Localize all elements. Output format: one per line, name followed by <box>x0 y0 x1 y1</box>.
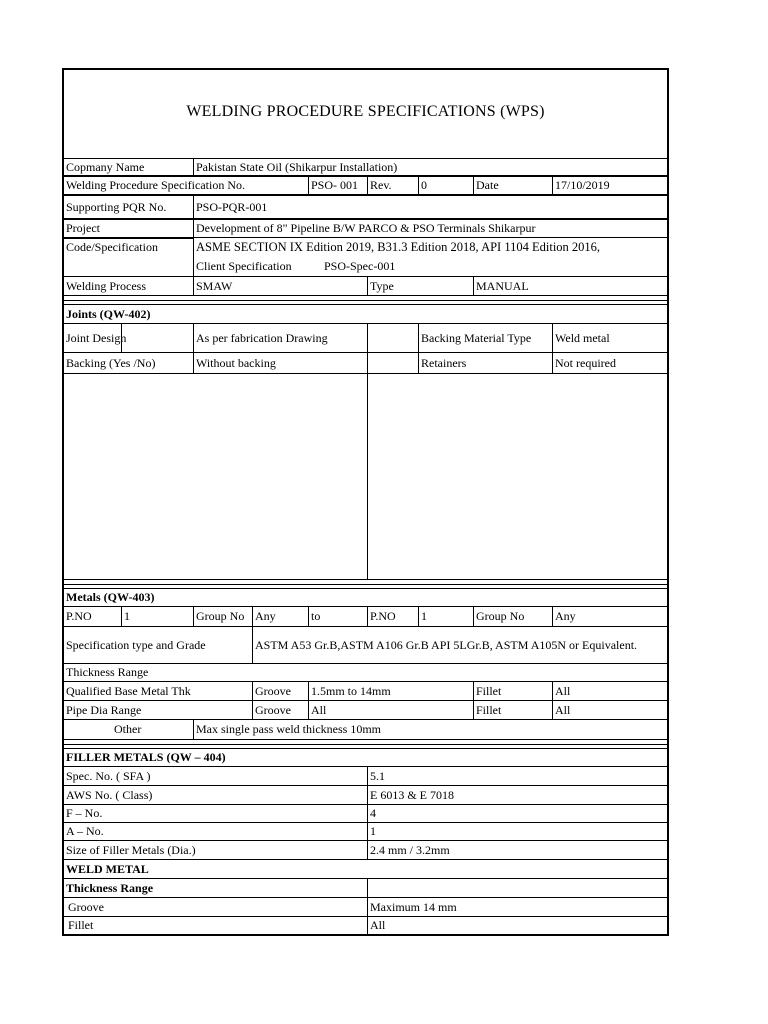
joint-design-label: Joint Design <box>63 323 122 353</box>
code-value: ASME SECTION IX Edition 2019, B31.3 Edition 2018, API 1104 Edition 2016, <box>196 240 601 254</box>
section-separator-3 <box>63 744 668 745</box>
weld-fillet-label: Fillet <box>63 916 368 935</box>
weld-groove-label: Groove <box>63 897 368 917</box>
pipe-dia-label: Pipe Dia Range <box>63 700 253 720</box>
date-label: Date <box>473 176 553 195</box>
type-value: MANUAL <box>473 276 668 296</box>
pqr-value: PSO-PQR-001 <box>193 195 668 219</box>
weld-thickness-spacer <box>367 878 668 898</box>
section-separator <box>63 300 668 301</box>
pqr-label: Supporting PQR No. <box>63 195 194 219</box>
project-value: Development of 8" Pipeline B/W PARCO & PSO Terminals Shikarpur <box>193 219 668 238</box>
spec-grade-value: ASTM A53 Gr.B,ASTM A106 Gr.B API 5LGr.B, ASTM A105N or Equivalent. <box>252 626 668 664</box>
weld-thickness-heading: Thickness Range <box>63 878 368 898</box>
rev-value: 0 <box>418 176 474 195</box>
a-no-label: A – No. <box>63 822 368 841</box>
weld-groove-value: Maximum 14 mm <box>367 897 668 917</box>
joint-middle-spacer <box>367 323 419 353</box>
document-title: WELDING PROCEDURE SPECIFICATIONS (WPS) <box>186 103 545 120</box>
sfa-value: 5.1 <box>367 766 668 786</box>
retainers-label: Retainers <box>418 352 553 374</box>
joint-design-value: As per fabrication Drawing <box>193 323 368 353</box>
metals-heading: Metals (QW-403) <box>63 588 668 607</box>
type-label: Type <box>367 276 474 296</box>
joint-design-spacer <box>121 323 194 353</box>
groove2-value: All <box>308 700 474 720</box>
qualified-thk-label: Qualified Base Metal Thk <box>63 681 253 701</box>
section-separator-2 <box>63 584 668 585</box>
other-label: Other <box>63 719 194 740</box>
pno-value: 1 <box>121 606 194 627</box>
backing-value: Without backing <box>193 352 368 374</box>
process-label: Welding Process <box>63 276 194 296</box>
wps-value: PSO- 001 <box>308 176 368 195</box>
backing-material-label: Backing Material Type <box>418 323 553 353</box>
pno2-value: 1 <box>418 606 474 627</box>
spec-grade-label: Specification type and Grade <box>63 626 253 664</box>
fillet-label: Fillet <box>473 681 553 701</box>
sfa-label: Spec. No. ( SFA ) <box>63 766 368 786</box>
to-label: to <box>308 606 368 627</box>
group-label: Group No <box>193 606 253 627</box>
backing-material-value: Weld metal <box>552 323 668 353</box>
pno2-label: P.NO <box>367 606 419 627</box>
date-value: 17/10/2019 <box>552 176 668 195</box>
joints-heading: Joints (QW-402) <box>63 304 668 324</box>
groove-label: Groove <box>252 681 309 701</box>
code-block-right-border <box>667 238 668 277</box>
client-value: PSO-Spec-001 <box>324 259 396 273</box>
retainers-value: Not required <box>552 352 668 374</box>
company-value: Pakistan State Oil (Shikarpur Installation) <box>193 158 668 176</box>
wps-label: Welding Procedure Specification No. <box>63 176 309 195</box>
aws-label: AWS No. ( Class) <box>63 785 368 805</box>
weld-fillet-value: All <box>367 916 668 935</box>
groove-value: 1.5mm to 14mm <box>308 681 474 701</box>
code-block-top-line <box>193 238 194 277</box>
filler-size-value: 2.4 mm / 3.2mm <box>367 840 668 860</box>
joint-sketch-divider <box>367 374 368 579</box>
process-value: SMAW <box>193 276 368 296</box>
fillet2-value: All <box>552 700 668 720</box>
f-no-value: 4 <box>367 804 668 823</box>
code-label: Code/Specification <box>63 238 194 277</box>
backing-label: Backing (Yes /No) <box>63 352 194 374</box>
weld-metal-heading: WELD METAL <box>63 859 668 879</box>
filler-heading: FILLER METALS (QW – 404) <box>63 748 668 767</box>
backing-middle-spacer <box>367 352 419 374</box>
aws-value: E 6013 & E 7018 <box>367 785 668 805</box>
client-label: Client Specification <box>196 259 292 273</box>
group2-value: Any <box>552 606 668 627</box>
thickness-range-label: Thickness Range <box>63 663 668 682</box>
groove2-label: Groove <box>252 700 309 720</box>
fillet2-label: Fillet <box>473 700 553 720</box>
filler-size-label: Size of Filler Metals (Dia.) <box>63 840 368 860</box>
company-label: Copmany Name <box>63 158 194 176</box>
group2-label: Group No <box>473 606 553 627</box>
joint-sketch-bottom <box>63 579 668 580</box>
group-value: Any <box>252 606 309 627</box>
fillet-value: All <box>552 681 668 701</box>
f-no-label: F – No. <box>63 804 368 823</box>
project-label: Project <box>63 219 194 238</box>
pno-label: P.NO <box>63 606 122 627</box>
rev-label: Rev. <box>367 176 419 195</box>
a-no-value: 1 <box>367 822 668 841</box>
other-value: Max single pass weld thickness 10mm <box>193 719 668 740</box>
